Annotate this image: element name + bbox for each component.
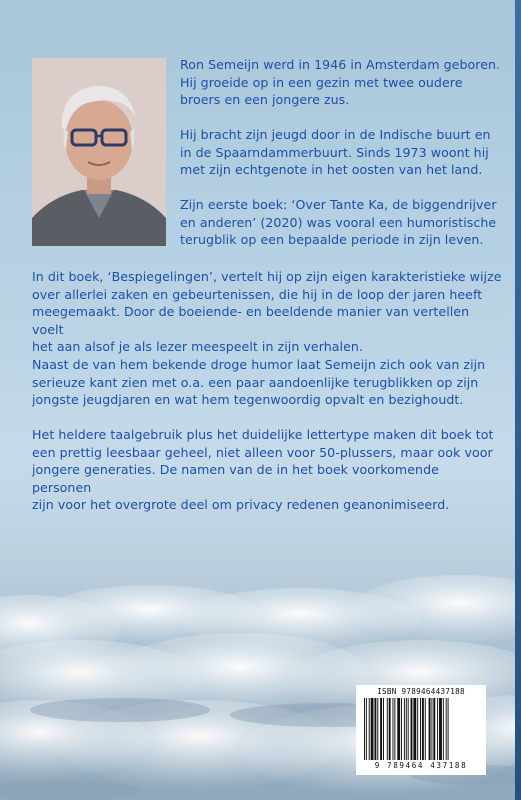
ean-barcode-icon: [364, 698, 478, 760]
spine-edge: [515, 0, 521, 800]
blurb-paragraph-3: Het heldere taalgebruik plus het duidelijke lettertype maken dit boek tot een prettig leesbaar geheel, niet alleen voor 50-plussers, maar ook voor jongere generaties. De namen van de in het boek voorkomende personen zijn voor het overgrote deel om privacy redenen geanonimiseerd.: [32, 427, 494, 513]
isbn-barcode-box: [356, 685, 486, 775]
blurb-paragraph-1: In dit boek, ‘Bespiegelingen’, vertelt hij op zijn eigen karakteristieke wijze over allerlei zaken en gebeurtenissen, die hij in de loop der jaren heeft meegemaakt. Door de boeiende- en beeldende manier van vertellen voelt het aan alsof je als lezer meespeelt in zijn verhalen.: [32, 269, 502, 355]
isbn-label: ISBN 9789464437188: [377, 687, 465, 696]
bio-paragraph-2: Hij bracht zijn jeugd door in de Indische buurt en in de Spaarndammerbuurt. Sinds 1973 woont hij met zijn echtgenote in het oosten van het land.: [180, 127, 491, 178]
isbn-digits: 9 789464 437188: [374, 761, 468, 770]
blurb-paragraph-2: Naast de van hem bekende droge humor laat Semeijn zich ook van zijn serieuze kant zien met o.a. een paar aandoenlijke terugblikken op zijn jongste jeugdjaren en wat hem tegenwoordig opvalt en bezighoudt.: [32, 357, 486, 408]
bio-paragraph-3: Zijn eerste boek: ‘Over Tante Ka, de biggendrijver en anderen’ (2020) was vooral een humoristische terugblik op een bepaalde periode in zijn leven.: [180, 197, 497, 248]
bio-paragraph-1: Ron Semeijn werd in 1946 in Amsterdam geboren. Hij groeide op in een gezin met twee oudere broers en een jongere zus.: [180, 57, 501, 108]
author-photo: [32, 58, 166, 246]
author-portrait-icon: [32, 58, 166, 246]
